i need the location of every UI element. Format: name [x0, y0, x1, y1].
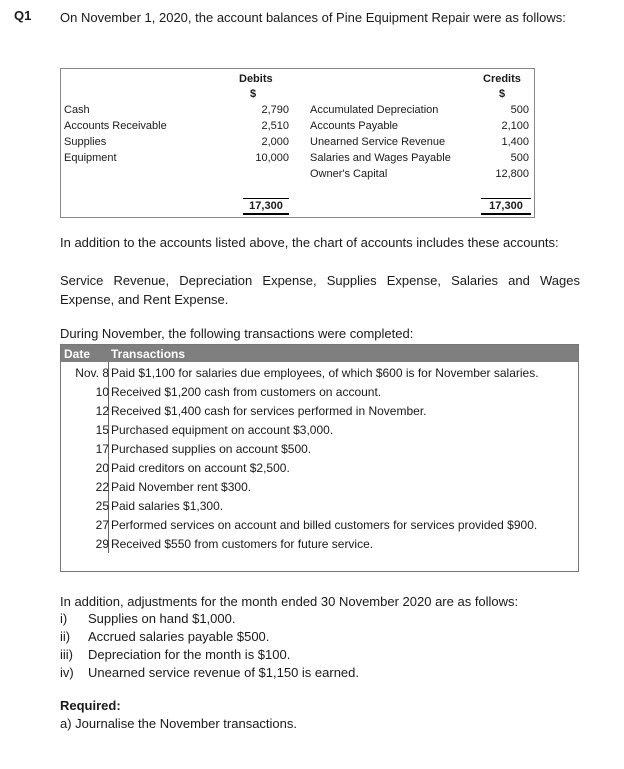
transaction-date: 27: [95, 518, 109, 532]
transaction-text: Paid $1,100 for salaries due employees, of which $600 is for November salaries.: [111, 366, 539, 380]
adjustment-text: Supplies on hand $1,000.: [88, 611, 236, 626]
question-intro: On November 1, 2020, the account balances of Pine Equipment Repair were as follows:: [60, 10, 566, 25]
transaction-date: 10: [95, 385, 109, 399]
transaction-date: 22: [95, 480, 109, 494]
adjustment-item: [60, 629, 269, 644]
chart-of-accounts-list: Service Revenue, Depreciation Expense, Supplies Expense, Salaries and Wages Expense, and Rent Expense.: [60, 273, 580, 307]
credit-account-name: Owner's Capital: [310, 168, 388, 180]
credit-account-amount: 1,400: [501, 136, 529, 148]
table-row: [61, 516, 578, 535]
table-row: [61, 383, 578, 402]
table-row: [61, 421, 578, 440]
transactions-caption: During November, the following transactions were completed:: [60, 326, 414, 341]
table-row: [61, 402, 578, 421]
transaction-text: Paid November rent $300.: [111, 480, 252, 494]
adjustment-item: [60, 647, 290, 662]
adjustment-text: Depreciation for the month is $100.: [88, 647, 291, 662]
adjustment-number: ii): [60, 629, 71, 644]
adjustment-number: i): [60, 611, 68, 626]
required-part-a: a) Journalise the November transactions.: [60, 716, 298, 731]
credits-currency: $: [499, 88, 506, 100]
credit-account-amount: 500: [510, 152, 529, 164]
transaction-text: Paid creditors on account $2,500.: [111, 461, 290, 475]
transaction-text: Paid salaries $1,300.: [111, 499, 224, 513]
required-label: Required:: [60, 698, 121, 713]
table-row: [61, 535, 578, 554]
transaction-date: 15: [95, 423, 109, 437]
transaction-text: Purchased equipment on account $3,000.: [111, 423, 334, 437]
date-column-header: Date: [64, 347, 91, 361]
table-row: [61, 497, 578, 516]
transaction-date: 25: [95, 499, 109, 513]
debit-account-name: Cash: [64, 104, 90, 116]
credit-account-amount: 12,800: [495, 168, 529, 180]
transaction-date: 17: [95, 442, 109, 456]
adjustment-item: [60, 665, 359, 680]
adjustments-intro: In addition, adjustments for the month ended 30 November 2020 are as follows:: [60, 594, 519, 609]
credit-account-name: Accumulated Depreciation: [310, 104, 439, 116]
transaction-text: Received $550 from customers for future service.: [111, 537, 374, 551]
adjustment-number: iii): [60, 647, 73, 662]
adjustment-text: Unearned service revenue of $1,150 is earned.: [88, 665, 360, 680]
transaction-date: Nov. 8: [75, 366, 109, 380]
debits-header: Debits: [239, 73, 273, 85]
transaction-text: Received $1,400 cash for services performed in November.: [111, 404, 427, 418]
credit-account-name: Accounts Payable: [310, 120, 399, 132]
credit-account-amount: 500: [510, 104, 529, 116]
credit-total: 17,300: [481, 198, 531, 215]
debit-account-name: Equipment: [64, 152, 117, 164]
credit-account-name: Unearned Service Revenue: [310, 136, 446, 148]
debit-account-amount: 10,000: [255, 152, 289, 164]
transaction-text: Purchased supplies on account $500.: [111, 442, 312, 456]
adjustment-item: [60, 611, 235, 626]
trial-balance-table: [60, 68, 535, 218]
credit-account-name: Salaries and Wages Payable: [310, 152, 451, 164]
transactions-table: [60, 344, 579, 572]
table-row: [61, 364, 578, 383]
credits-header: Credits: [483, 73, 521, 85]
debit-account-amount: 2,790: [261, 104, 289, 116]
debit-account-name: Accounts Receivable: [64, 120, 167, 132]
chart-of-accounts-intro: In addition to the accounts listed above, the chart of accounts includes these accounts:: [60, 235, 559, 250]
transaction-date: 12: [95, 404, 109, 418]
debit-account-name: Supplies: [64, 136, 107, 148]
table-row: [61, 459, 578, 478]
question-number: Q1: [14, 8, 32, 23]
adjustment-text: Accrued salaries payable $500.: [88, 629, 270, 644]
debit-account-amount: 2,510: [261, 120, 289, 132]
debit-account-amount: 2,000: [261, 136, 289, 148]
table-row: [61, 440, 578, 459]
transactions-header: [61, 345, 578, 362]
transaction-text: Performed services on account and billed customers for services provided $900.: [111, 518, 538, 532]
adjustment-number: iv): [60, 665, 74, 680]
credit-account-amount: 2,100: [501, 120, 529, 132]
transaction-text: Received $1,200 cash from customers on account.: [111, 385, 382, 399]
transaction-date: 20: [95, 461, 109, 475]
debit-total: 17,300: [243, 198, 289, 215]
transactions-column-header: Transactions: [111, 347, 186, 361]
table-row: [61, 478, 578, 497]
transaction-date: 29: [95, 537, 109, 551]
debits-currency: $: [250, 88, 257, 100]
